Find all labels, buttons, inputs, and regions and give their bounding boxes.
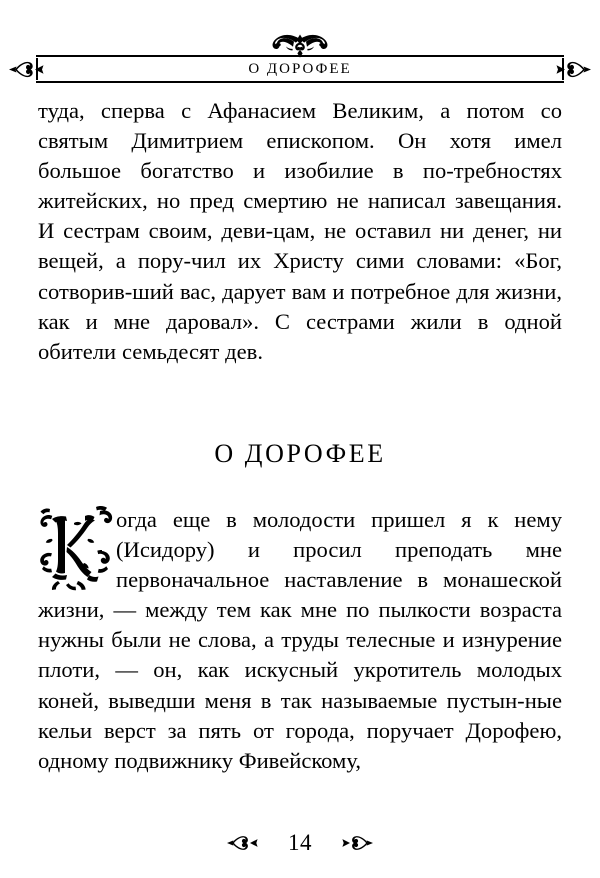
illuminated-initial-k-icon (38, 505, 116, 591)
continued-paragraph: туда, сперва с Афанасием Великим, а потом со святым Димитрием епископом. Он хотя имел большое богатство и изобилие в по-требностях житейских, но пред смертию не написал завещания. И сестрам своим, деви-цам, не оставил ни денег, ни вещей, а пору-чил их Христу сими словами: «Бог, сотворив-ший вас, дарует вам и потребное для жизни, как и мне даровал». С сестрами жили в одной обители семьдесят дев. (38, 98, 562, 364)
body-text-block (38, 96, 562, 367)
footer-fleuron-right-icon (334, 831, 374, 855)
section-body-block (38, 505, 562, 776)
running-head-title: О ДОРОФЕЕ (248, 61, 352, 77)
running-head (0, 33, 600, 85)
page-number: 14 (288, 830, 312, 855)
section-paragraph: огда еще в молодости пришел я к нему (Исидору) и просил преподать мне первоначальное наставление в монашеской жизни, — между тем как мне по пылкости возраста нужны были не слова, а труды телесные и изнурение плоти, — он, как искусный укротитель молодых коней, выведши меня в так называемые пустын-ные кельи верст за пять от города, поручает Дорофею, одному подвижнику Фивейскому, (38, 507, 562, 773)
page-footer (0, 820, 600, 866)
footer-fleuron-left-icon (226, 831, 266, 855)
section-heading: О ДОРОФЕЕ (214, 439, 386, 468)
